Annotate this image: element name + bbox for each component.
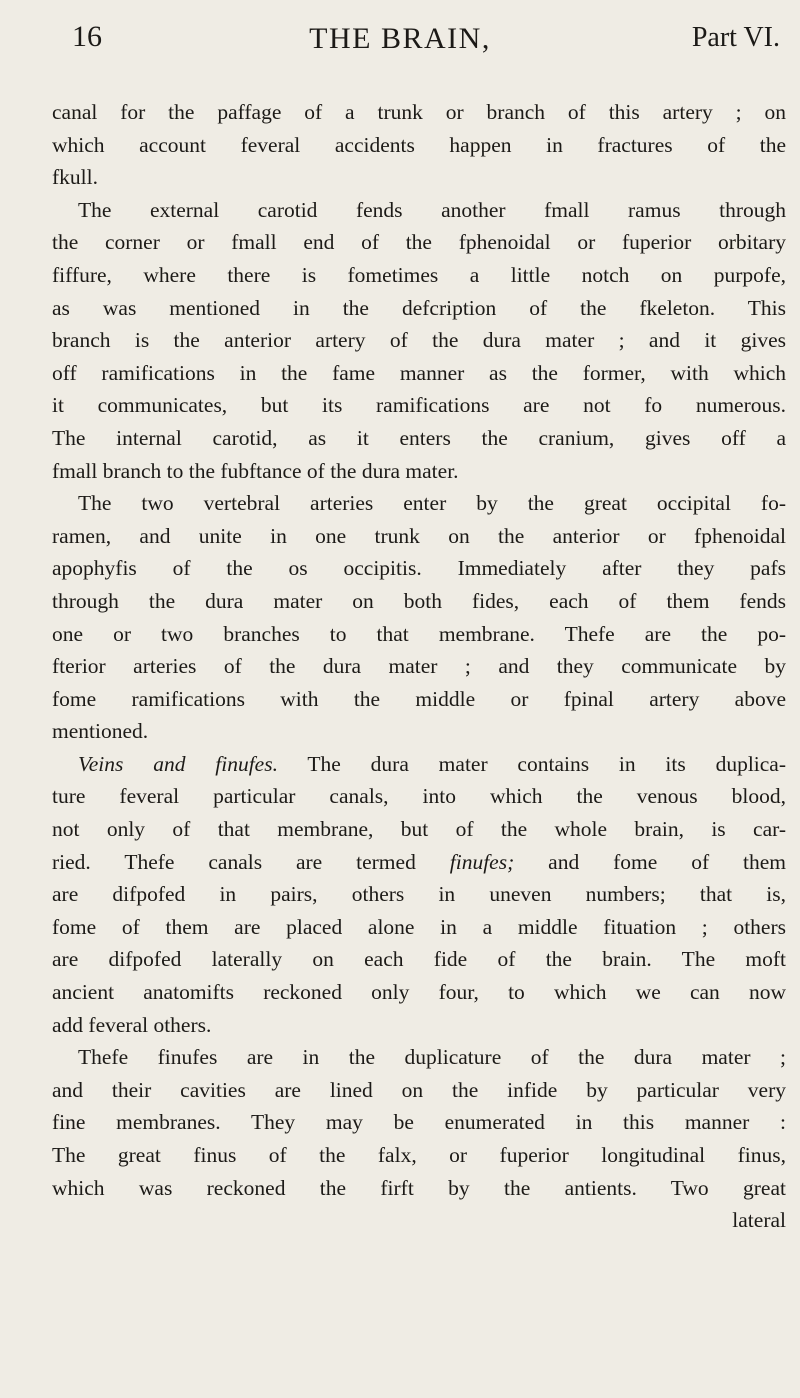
text-line: branch is the anterior artery of the dura mater ; and it gives bbox=[52, 328, 786, 353]
text-line: not only of that membrane, but of the whole brain, is car- bbox=[52, 817, 786, 842]
text-line: off ramifications in the fame manner as the former, with which bbox=[52, 360, 786, 385]
text-line: mentioned. bbox=[52, 719, 149, 744]
text-line: which account feveral accidents happen in fractures of the bbox=[52, 132, 786, 157]
text-line: The two vertebral arteries enter by the great occipital fo- bbox=[78, 491, 786, 516]
text-line: which was reckoned the firft by the antients. Two great bbox=[52, 1175, 786, 1200]
text-line: add feveral others. bbox=[52, 1012, 212, 1037]
text-line: fkull. bbox=[52, 165, 98, 190]
text-line: ture feveral particular canals, into which the venous blood, bbox=[52, 784, 786, 809]
text-line: ancient anatomifts reckoned only four, to which we can now bbox=[52, 980, 786, 1005]
text-line: fterior arteries of the dura mater ; and they communicate by bbox=[52, 654, 786, 679]
text-line: as was mentioned in the defcription of the fkeleton. This bbox=[52, 295, 786, 320]
text-line: it communicates, but its ramifications are not fo numerous. bbox=[52, 393, 786, 418]
text-line: and their cavities are lined on the infide by particular very bbox=[52, 1077, 786, 1102]
text-line: Veins and finufes. The dura mater contains in its duplica- bbox=[78, 751, 787, 776]
text-line: the corner or fmall end of the fphenoidal or fuperior orbitary bbox=[52, 230, 786, 255]
text-line: ried. Thefe canals are termed finufes; and fome of them bbox=[52, 849, 786, 874]
text-line: one or two branches to that membrane. Thefe are the po- bbox=[52, 621, 786, 646]
text-line: ramen, and unite in one trunk on the anterior or fphenoidal bbox=[52, 523, 786, 548]
italic-term: finufes; bbox=[449, 849, 515, 874]
catchword: lateral bbox=[732, 1208, 786, 1233]
italic-term: Veins and finufes. bbox=[78, 751, 278, 776]
text-line: fiffure, where there is fometimes a little notch on purpofe, bbox=[52, 262, 786, 287]
text-line: are difpofed laterally on each fide of the brain. The moft bbox=[52, 947, 786, 972]
text-line: fmall branch to the fubftance of the dura mater. bbox=[52, 458, 459, 483]
text-line: fome ramifications with the middle or fpinal artery above bbox=[52, 686, 786, 711]
page-number: 16 bbox=[72, 20, 102, 53]
text-line: canal for the paffage of a trunk or branch of this artery ; on bbox=[52, 100, 786, 124]
text-line: The external carotid fends another fmall ramus through bbox=[78, 197, 786, 222]
body-text bbox=[52, 96, 786, 1237]
running-title: THE BRAIN, bbox=[309, 22, 491, 55]
page-header bbox=[0, 10, 800, 80]
text-line: The great finus of the falx, or fuperior longitudinal finus, bbox=[52, 1143, 786, 1167]
text-line: apophyfis of the os occipitis. Immediately after they pafs bbox=[52, 556, 786, 581]
text-line: are difpofed in pairs, others in uneven numbers; that is, bbox=[52, 882, 786, 907]
text-line: fine membranes. They may be enumerated in this manner : bbox=[52, 1110, 786, 1135]
text-line: The internal carotid, as it enters the cranium, gives off a bbox=[52, 425, 786, 450]
part-label: Part VI. bbox=[691, 22, 780, 53]
text-line: Thefe finufes are in the duplicature of the dura mater ; bbox=[78, 1045, 786, 1070]
text-line: through the dura mater on both fides, each of them fends bbox=[52, 588, 786, 613]
text-line: fome of them are placed alone in a middle fituation ; others bbox=[52, 914, 786, 939]
